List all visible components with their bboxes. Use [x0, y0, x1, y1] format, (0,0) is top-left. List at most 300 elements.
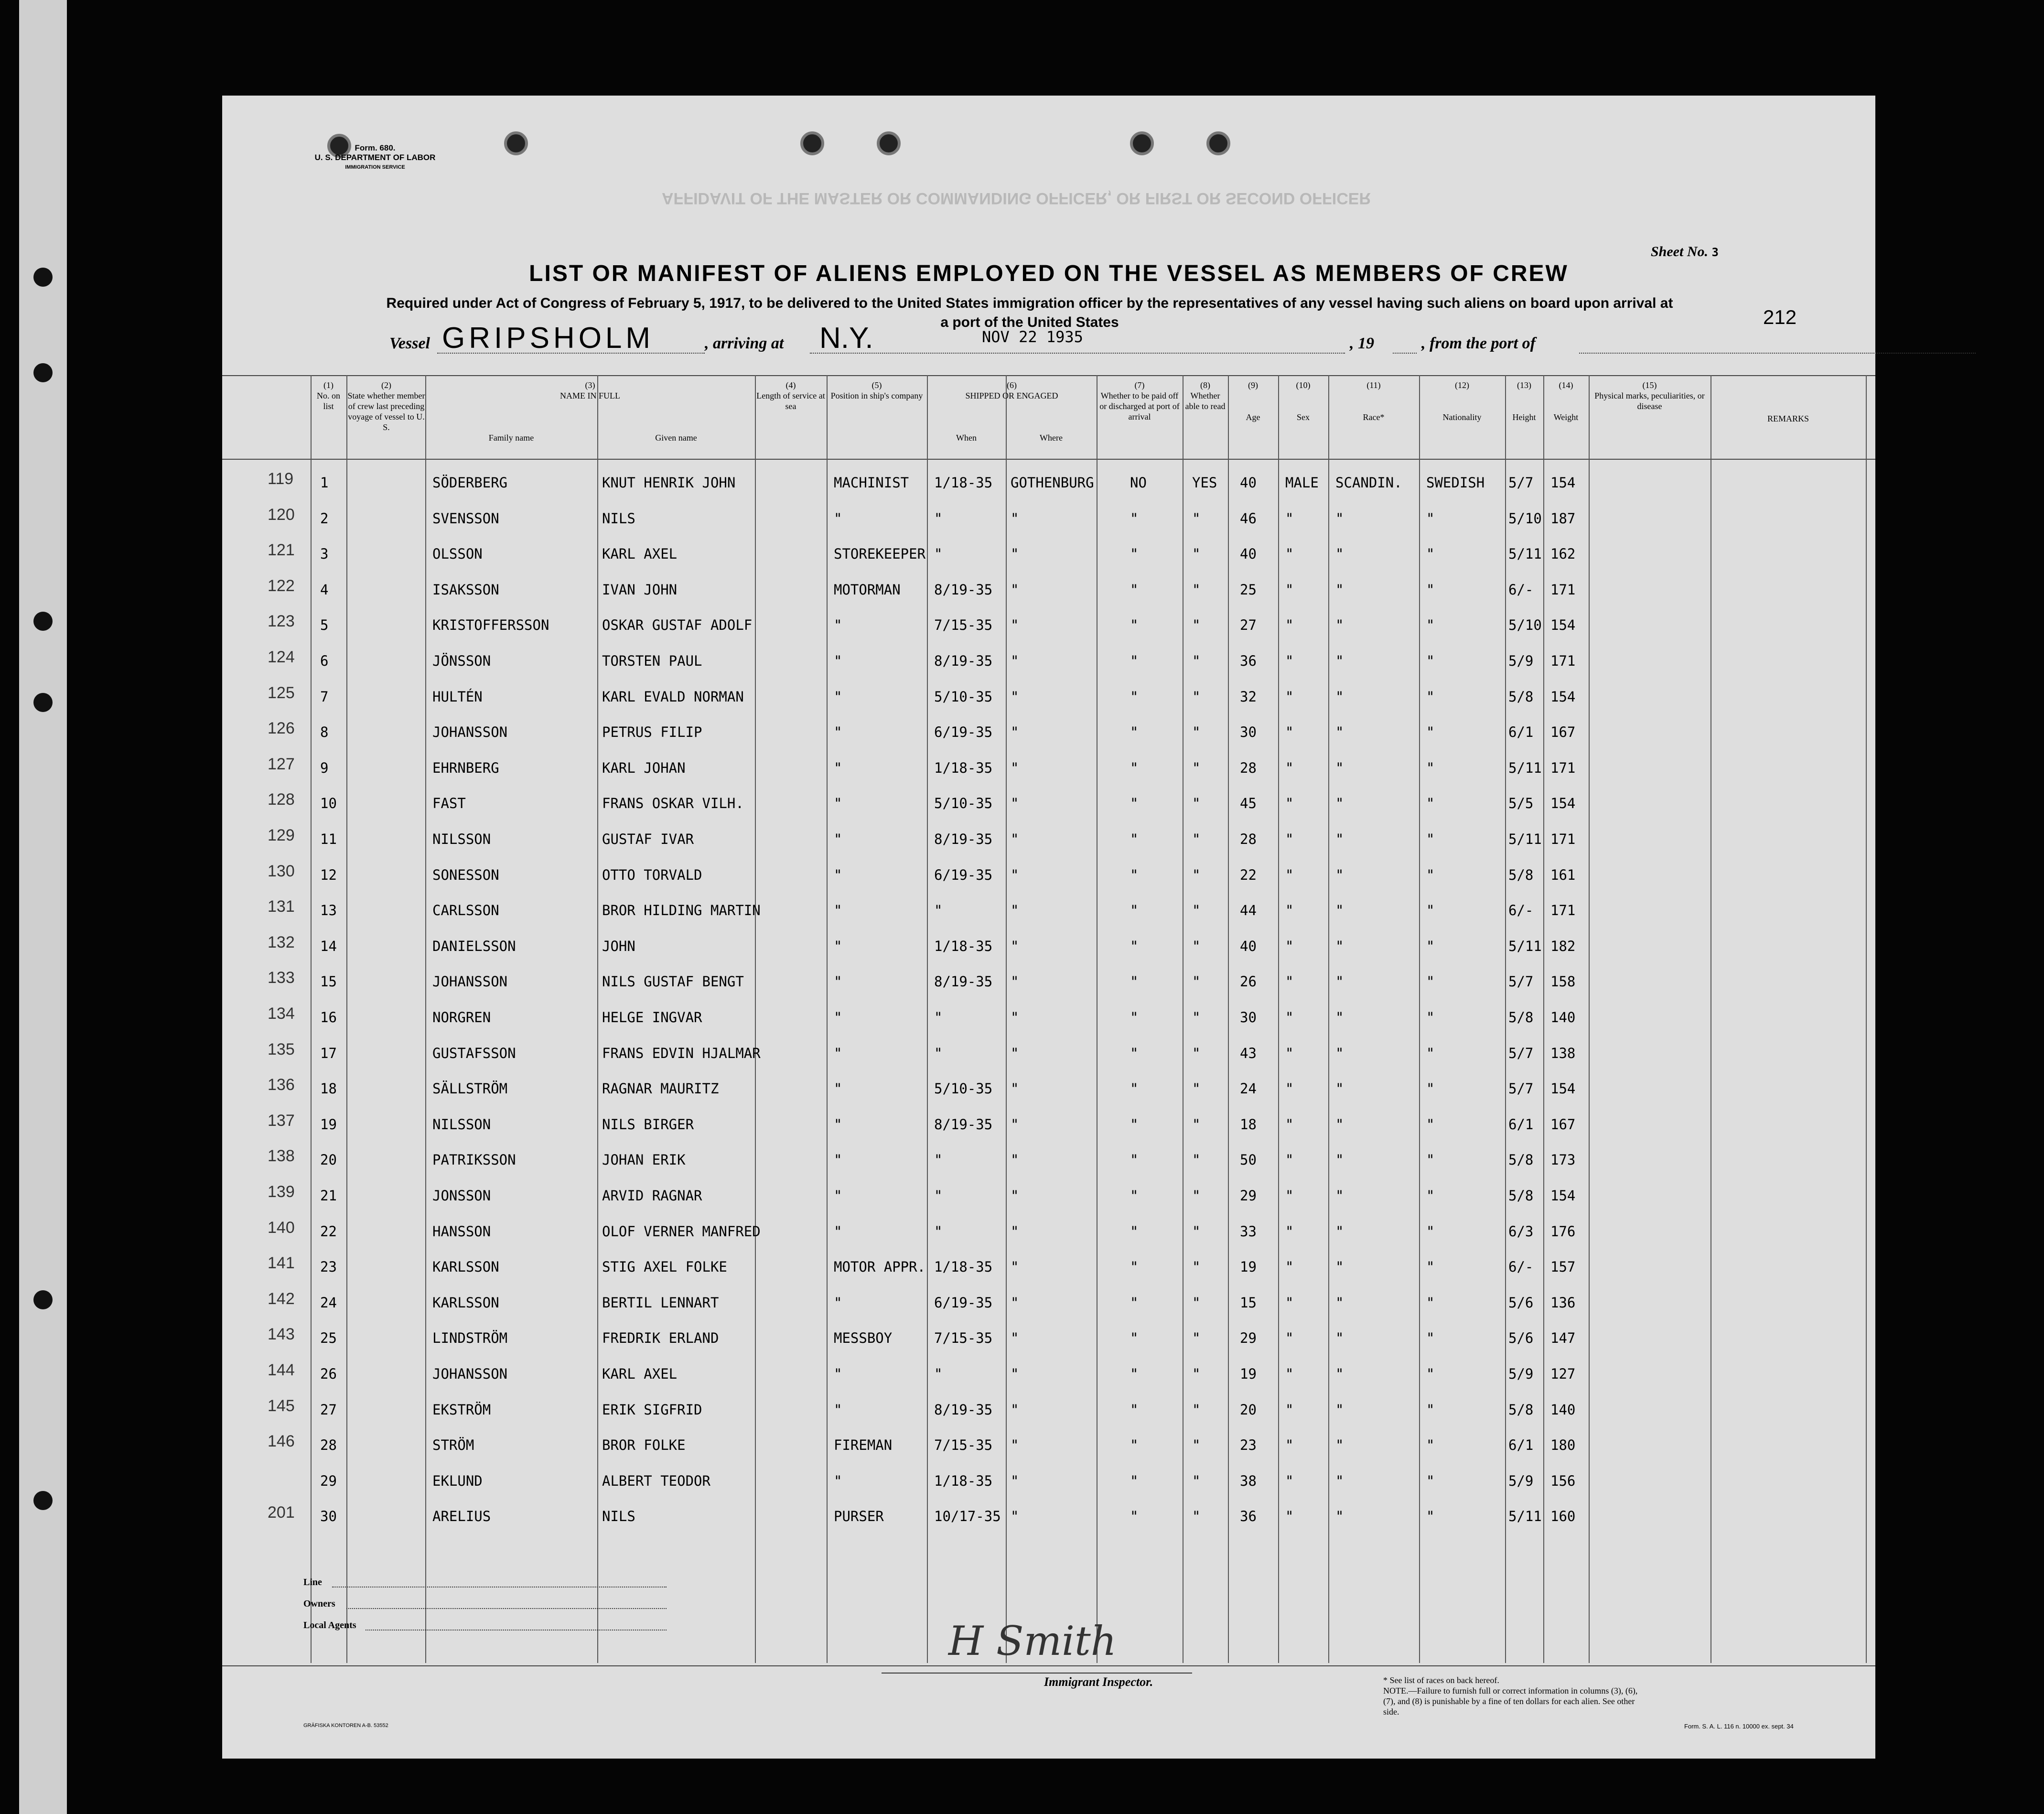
race: " — [1335, 1152, 1344, 1168]
table-row — [222, 858, 1875, 894]
table-row — [222, 965, 1875, 1000]
race: " — [1335, 759, 1344, 776]
position: " — [834, 1472, 842, 1489]
shipped-when: 8/19-35 — [934, 1401, 993, 1418]
age: 29 — [1240, 1188, 1257, 1204]
position: " — [834, 724, 842, 741]
weight: 154 — [1550, 688, 1576, 705]
shipped-when: 7/15-35 — [934, 617, 993, 634]
binder-hole — [33, 612, 53, 631]
header-when: When — [956, 433, 977, 443]
shipped-when: 5/10-35 — [934, 795, 993, 812]
family-name: STRÖM — [432, 1437, 474, 1454]
weight: 171 — [1550, 759, 1576, 776]
able-to-read: " — [1192, 1259, 1201, 1275]
shipped-when: 7/15-35 — [934, 1330, 993, 1347]
paid-off: " — [1130, 1401, 1139, 1418]
shipped-when: " — [934, 510, 943, 527]
family-name: PATRIKSSON — [432, 1152, 516, 1168]
shipped-where: " — [1011, 581, 1019, 598]
family-name: KARLSSON — [432, 1294, 499, 1311]
header-shipped — [927, 380, 1097, 401]
able-to-read: " — [1192, 653, 1201, 669]
sex: " — [1285, 1116, 1294, 1133]
able-to-read: " — [1192, 1223, 1201, 1240]
race: " — [1335, 1366, 1344, 1382]
weight: 161 — [1550, 866, 1576, 883]
position: MACHINIST — [834, 475, 909, 491]
able-to-read: " — [1192, 688, 1201, 705]
shipped-when: 1/18-35 — [934, 759, 993, 776]
shipped-where: " — [1011, 1437, 1019, 1454]
sex: MALE — [1285, 475, 1319, 491]
family-name: JÖNSSON — [432, 653, 491, 669]
header-name — [425, 380, 755, 401]
sex: " — [1285, 1401, 1294, 1418]
family-name: CARLSSON — [432, 902, 499, 919]
sex: " — [1285, 1330, 1294, 1347]
sex: " — [1285, 510, 1294, 527]
family-name: HULTÉN — [432, 688, 483, 705]
given-name: ARVID RAGNAR — [602, 1188, 702, 1204]
paid-off: " — [1130, 1080, 1139, 1097]
family-name: FAST — [432, 795, 466, 812]
race: " — [1335, 1045, 1344, 1061]
col-num: (4) — [785, 380, 796, 390]
page-title: LIST OR MANIFEST OF ALIENS EMPLOYED ON THE VESSEL AS MEMBERS OF CREW — [529, 261, 1569, 286]
rule — [222, 459, 1875, 460]
sex: " — [1285, 546, 1294, 562]
col-label: Physical marks, peculiarities, or disease — [1594, 391, 1705, 411]
paid-off: " — [1130, 1045, 1139, 1061]
sex: " — [1285, 653, 1294, 669]
paid-off: " — [1130, 831, 1139, 847]
department-name: U. S. DEPARTMENT OF LABOR — [314, 153, 436, 162]
family-name: SVENSSON — [432, 510, 499, 527]
form-number: Form. 680. — [355, 143, 396, 152]
sex: " — [1285, 1472, 1294, 1489]
weight: 140 — [1550, 1401, 1576, 1418]
race: " — [1335, 866, 1344, 883]
header-read — [1183, 380, 1228, 411]
shipped-where: " — [1011, 1401, 1019, 1418]
height: 5/11 — [1508, 1508, 1542, 1525]
given-name: TORSTEN PAUL — [602, 653, 702, 669]
row-number: 26 — [320, 1366, 337, 1382]
table-row — [222, 1464, 1875, 1500]
row-number: 7 — [320, 688, 329, 705]
sheet-label: Sheet No. — [1651, 244, 1708, 259]
side-number: 126 — [268, 719, 295, 738]
able-to-read: " — [1192, 1009, 1201, 1026]
sex: " — [1285, 1508, 1294, 1525]
height: 6/3 — [1508, 1223, 1534, 1240]
row-number: 30 — [320, 1508, 337, 1525]
family-name: EKSTRÖM — [432, 1401, 491, 1418]
height: 5/7 — [1508, 1045, 1534, 1061]
table-row — [222, 644, 1875, 680]
shipped-where: " — [1011, 759, 1019, 776]
given-name: BROR FOLKE — [602, 1437, 686, 1454]
sex: " — [1285, 831, 1294, 847]
given-name: GUSTAF IVAR — [602, 831, 694, 847]
age: 36 — [1240, 653, 1257, 669]
row-number: 5 — [320, 617, 329, 634]
header-nationality — [1419, 380, 1505, 422]
header-physical-marks — [1589, 380, 1711, 411]
shipped-when: 6/19-35 — [934, 866, 993, 883]
weight: 160 — [1550, 1508, 1576, 1525]
paid-off: " — [1130, 1330, 1139, 1347]
given-name: KARL AXEL — [602, 1366, 678, 1382]
sex: " — [1285, 581, 1294, 598]
nationality: " — [1426, 1401, 1435, 1418]
age: 40 — [1240, 546, 1257, 562]
sex: " — [1285, 973, 1294, 990]
age: 20 — [1240, 1401, 1257, 1418]
able-to-read: " — [1192, 1366, 1201, 1382]
age: 33 — [1240, 1223, 1257, 1240]
table-row — [222, 1357, 1875, 1393]
nationality: " — [1426, 546, 1435, 562]
sex: " — [1285, 938, 1294, 954]
paid-off: " — [1130, 938, 1139, 954]
position: " — [834, 866, 842, 883]
position: " — [834, 617, 842, 634]
position: " — [834, 510, 842, 527]
position: " — [834, 688, 842, 705]
race: " — [1335, 1223, 1344, 1240]
shipped-when: " — [934, 1366, 943, 1382]
paid-off: " — [1130, 795, 1139, 812]
paid-off: " — [1130, 1259, 1139, 1275]
nationality: " — [1426, 973, 1435, 990]
shipped-where: " — [1011, 938, 1019, 954]
shipped-when: 10/17-35 — [934, 1508, 1001, 1525]
age: 23 — [1240, 1437, 1257, 1454]
side-number: 145 — [268, 1396, 295, 1415]
table-row — [222, 1286, 1875, 1321]
able-to-read: " — [1192, 973, 1201, 990]
nationality: " — [1426, 688, 1435, 705]
table-row — [222, 573, 1875, 608]
table-row — [222, 537, 1875, 572]
race: " — [1335, 1330, 1344, 1347]
col-num: (6) — [1007, 380, 1017, 390]
paid-off: " — [1130, 617, 1139, 634]
punch-hole — [1130, 131, 1154, 155]
height: 5/8 — [1508, 1188, 1534, 1204]
nationality: " — [1426, 759, 1435, 776]
table-row — [222, 1001, 1875, 1036]
shipped-where: " — [1011, 1223, 1019, 1240]
shipped-where: " — [1011, 617, 1019, 634]
height: 5/6 — [1508, 1330, 1534, 1347]
sex: " — [1285, 1259, 1294, 1275]
page-number: 212 — [1763, 306, 1797, 328]
position: STOREKEEPER — [834, 546, 926, 562]
family-name: DANIELSSON — [432, 938, 516, 954]
col-label: State whether member of crew last preceding voyage of vessel to U. S. — [347, 391, 425, 432]
height: 6/- — [1508, 902, 1534, 919]
crew-table — [222, 375, 1875, 1663]
able-to-read: " — [1192, 902, 1201, 919]
footnotes — [1383, 1675, 1646, 1717]
col-label: Length of service at sea — [756, 391, 825, 411]
side-number: 143 — [268, 1325, 295, 1344]
race: " — [1335, 1472, 1344, 1489]
given-name: OTTO TORVALD — [602, 866, 702, 883]
position: " — [834, 1045, 842, 1061]
paid-off: " — [1130, 546, 1139, 562]
header-service — [755, 380, 827, 411]
weight: 127 — [1550, 1366, 1576, 1382]
paid-off: " — [1130, 866, 1139, 883]
age: 19 — [1240, 1366, 1257, 1382]
race: " — [1335, 724, 1344, 741]
shipped-where: " — [1011, 831, 1019, 847]
height: 6/1 — [1508, 1116, 1534, 1133]
sex: " — [1285, 1045, 1294, 1061]
family-name: NORGREN — [432, 1009, 491, 1026]
owners-underline — [346, 1608, 667, 1609]
col-num: (5) — [871, 380, 882, 390]
col-label: Whether able to read — [1185, 391, 1226, 411]
binder-hole — [33, 1491, 53, 1510]
sex: " — [1285, 1437, 1294, 1454]
manifest-sheet — [222, 96, 1875, 1759]
age: 26 — [1240, 973, 1257, 990]
affidavit-bleed-through: AFFIDAVIT OF THE MASTER OR COMMANDING OFFICER, OR FIRST OR SECOND OFFICER — [662, 189, 1371, 207]
weight: 167 — [1550, 1116, 1576, 1133]
col-num: (14) — [1559, 380, 1573, 390]
position: " — [834, 1188, 842, 1204]
row-number: 15 — [320, 973, 337, 990]
race: " — [1335, 1401, 1344, 1418]
header-no — [311, 380, 346, 411]
shipped-when: " — [934, 546, 943, 562]
service-name: IMMIGRATION SERVICE — [345, 164, 405, 170]
table-row — [222, 502, 1875, 537]
shipped-when: 8/19-35 — [934, 581, 993, 598]
height: 5/8 — [1508, 1009, 1534, 1026]
shipped-where: " — [1011, 1009, 1019, 1026]
able-to-read: " — [1192, 1508, 1201, 1525]
side-number: 132 — [268, 933, 295, 951]
table-row — [222, 751, 1875, 787]
shipped-where: " — [1011, 1472, 1019, 1489]
weight: 162 — [1550, 546, 1576, 562]
shipped-where: " — [1011, 1508, 1019, 1525]
given-name: OSKAR GUSTAF ADOLF — [602, 617, 753, 634]
age: 46 — [1240, 510, 1257, 527]
weight: 147 — [1550, 1330, 1576, 1347]
punch-hole — [877, 131, 901, 155]
family-name: GUSTAFSSON — [432, 1045, 516, 1061]
rule — [222, 1665, 1875, 1666]
row-number: 2 — [320, 510, 329, 527]
nationality: " — [1426, 902, 1435, 919]
row-number: 11 — [320, 831, 337, 847]
shipped-where: " — [1011, 1045, 1019, 1061]
shipped-when: " — [934, 1223, 943, 1240]
side-number: 119 — [268, 470, 294, 488]
sheet-value: 3 — [1711, 246, 1719, 259]
year-underline — [1393, 353, 1417, 354]
row-number: 10 — [320, 795, 337, 812]
family-name: SÖDERBERG — [432, 475, 508, 491]
weight: 156 — [1550, 1472, 1576, 1489]
table-row — [222, 894, 1875, 929]
nationality: " — [1426, 617, 1435, 634]
paid-off: " — [1130, 724, 1139, 741]
age: 27 — [1240, 617, 1257, 634]
paid-off: " — [1130, 1116, 1139, 1133]
shipped-where: " — [1011, 724, 1019, 741]
family-name: JONSSON — [432, 1188, 491, 1204]
age: 30 — [1240, 724, 1257, 741]
table-row — [222, 715, 1875, 751]
side-number: 144 — [268, 1361, 295, 1379]
side-number: 123 — [268, 612, 295, 631]
height: 5/5 — [1508, 795, 1534, 812]
race: " — [1335, 831, 1344, 847]
row-number: 13 — [320, 902, 337, 919]
height: 5/9 — [1508, 653, 1534, 669]
sex: " — [1285, 902, 1294, 919]
side-number: 141 — [268, 1254, 295, 1273]
shipped-where: " — [1011, 1080, 1019, 1097]
col-num: (1) — [323, 380, 333, 390]
table-row — [222, 1393, 1875, 1428]
weight: 158 — [1550, 973, 1576, 990]
age: 43 — [1240, 1045, 1257, 1061]
nationality: " — [1426, 1366, 1435, 1382]
able-to-read: " — [1192, 1116, 1201, 1133]
weight: 167 — [1550, 724, 1576, 741]
nationality: " — [1426, 1116, 1435, 1133]
position: " — [834, 795, 842, 812]
rule — [222, 375, 1875, 376]
position: " — [834, 973, 842, 990]
binder-hole — [33, 363, 53, 382]
col-num: (9) — [1248, 380, 1258, 390]
side-number: 139 — [268, 1183, 295, 1201]
paid-off: " — [1130, 688, 1139, 705]
arriving-port: N.Y. — [819, 322, 873, 355]
position: " — [834, 1401, 842, 1418]
nationality: " — [1426, 1045, 1435, 1061]
given-name: KARL AXEL — [602, 546, 678, 562]
family-name: SÄLLSTRÖM — [432, 1080, 508, 1097]
age: 24 — [1240, 1080, 1257, 1097]
header-where: Where — [1040, 433, 1063, 443]
age: 50 — [1240, 1152, 1257, 1168]
side-number: 140 — [268, 1218, 295, 1237]
col-label: Whether to be paid off or discharged at port of arrival — [1099, 391, 1180, 421]
table-row — [222, 1250, 1875, 1285]
punch-hole — [800, 131, 824, 155]
col-num: (15) — [1642, 380, 1657, 390]
shipped-when: " — [934, 1152, 943, 1168]
inspector-signature: H Smith — [948, 1618, 1117, 1664]
nationality: " — [1426, 1188, 1435, 1204]
sex: " — [1285, 688, 1294, 705]
table-row — [222, 787, 1875, 822]
family-name: ARELIUS — [432, 1508, 491, 1525]
age: 32 — [1240, 688, 1257, 705]
row-number: 12 — [320, 866, 337, 883]
table-row — [222, 822, 1875, 858]
header-given-name: Given name — [655, 433, 697, 443]
side-number: 142 — [268, 1289, 295, 1308]
table-row — [222, 1428, 1875, 1464]
binder-hole — [33, 268, 53, 287]
nationality: " — [1426, 1152, 1435, 1168]
nationality: " — [1426, 510, 1435, 527]
family-name: NILSSON — [432, 831, 491, 847]
shipped-where: " — [1011, 973, 1019, 990]
age: 38 — [1240, 1472, 1257, 1489]
vessel-underline — [437, 353, 705, 354]
able-to-read: " — [1192, 938, 1201, 954]
family-name: KARLSSON — [432, 1259, 499, 1275]
given-name: NILS BIRGER — [602, 1116, 694, 1133]
col-label: No. on list — [317, 391, 340, 411]
age: 29 — [1240, 1330, 1257, 1347]
vessel-label: Vessel — [389, 335, 430, 352]
side-number: 120 — [268, 505, 295, 524]
shipped-when: 1/18-35 — [934, 475, 993, 491]
table-row — [222, 1321, 1875, 1357]
given-name: JOHAN ERIK — [602, 1152, 686, 1168]
weight: 154 — [1550, 617, 1576, 634]
age: 15 — [1240, 1294, 1257, 1311]
paid-off: " — [1130, 973, 1139, 990]
given-name: JOHN — [602, 938, 635, 954]
race: " — [1335, 1009, 1344, 1026]
header-sex — [1278, 380, 1328, 422]
row-number: 18 — [320, 1080, 337, 1097]
nationality: " — [1426, 1472, 1435, 1489]
table-row — [222, 466, 1875, 501]
shipped-when: 8/19-35 — [934, 653, 993, 669]
vessel-name: GRIPSHOLM — [442, 322, 655, 355]
weight: 154 — [1550, 795, 1576, 812]
side-number: 138 — [268, 1147, 295, 1166]
col-num: (10) — [1296, 380, 1311, 390]
shipped-when: 5/10-35 — [934, 1080, 993, 1097]
shipped-when: 6/19-35 — [934, 1294, 993, 1311]
able-to-read: " — [1192, 510, 1201, 527]
race: " — [1335, 795, 1344, 812]
paid-off: " — [1130, 759, 1139, 776]
position: PURSER — [834, 1508, 884, 1525]
row-number: 27 — [320, 1401, 337, 1418]
weight: 154 — [1550, 1188, 1576, 1204]
given-name: RAGNAR MAURITZ — [602, 1080, 719, 1097]
nationality: " — [1426, 866, 1435, 883]
paid-off: " — [1130, 1009, 1139, 1026]
position: " — [834, 1116, 842, 1133]
height: 5/7 — [1508, 973, 1534, 990]
form-identifier — [313, 143, 437, 172]
table-row — [222, 929, 1875, 965]
col-label: Sex — [1297, 412, 1310, 422]
nationality: " — [1426, 1259, 1435, 1275]
height: 5/11 — [1508, 938, 1542, 954]
header-family-name: Family name — [488, 433, 534, 443]
